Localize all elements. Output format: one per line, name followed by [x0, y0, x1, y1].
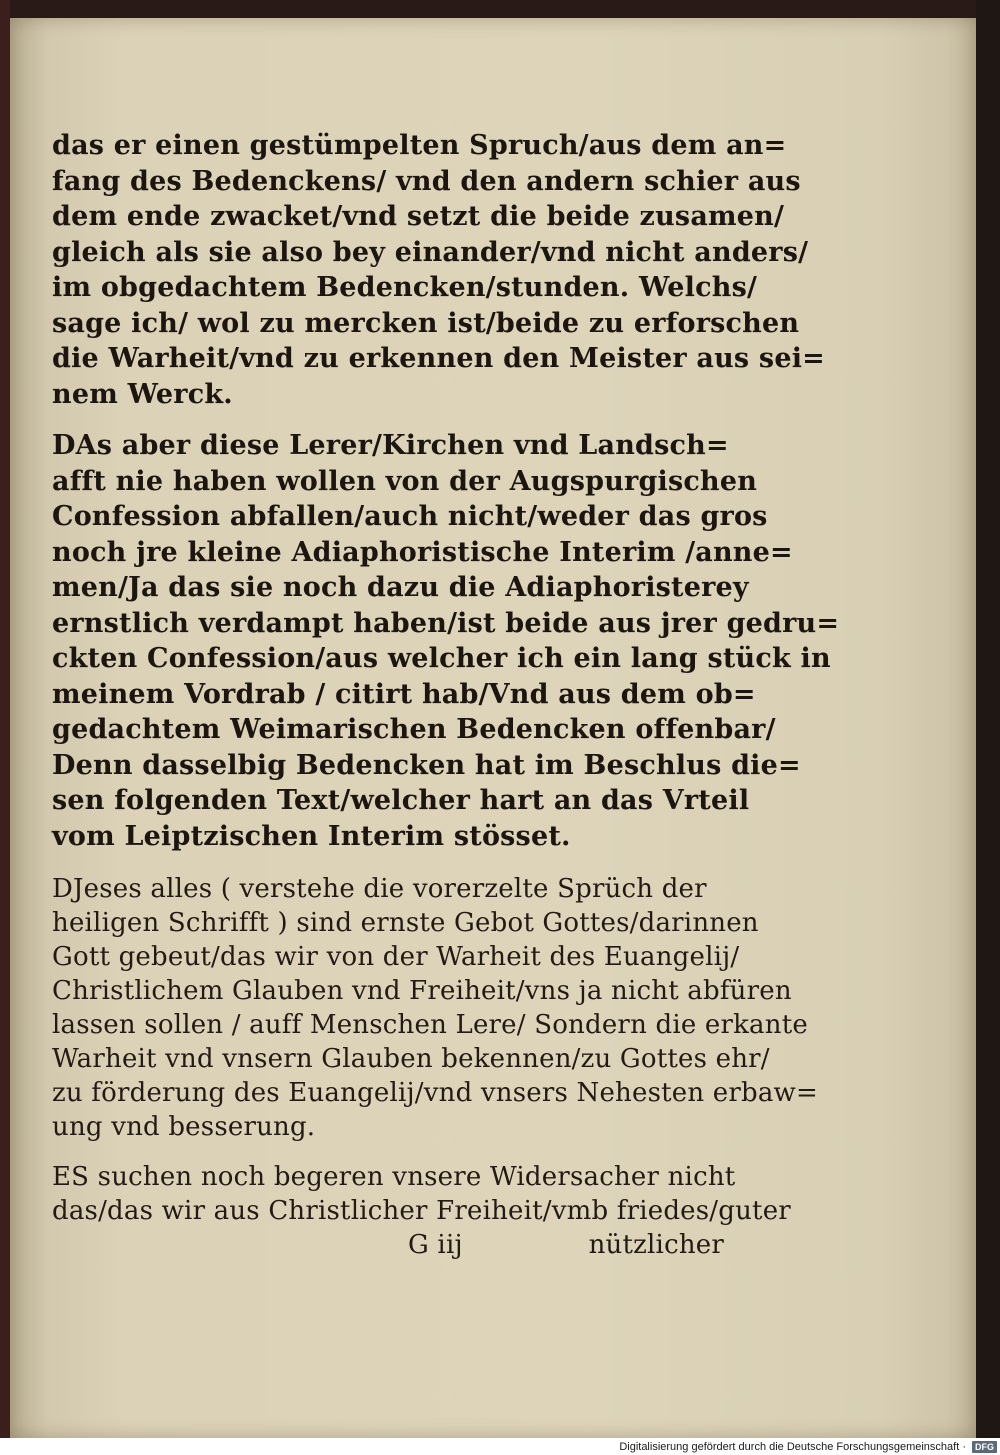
text-line: DJeses alles ( verstehe die vorerzelte Sprüch der — [52, 874, 707, 904]
page-foot-line — [52, 1228, 724, 1262]
text-line: sage ich/ wol zu mercken ist/beide zu erforschen — [52, 307, 800, 339]
text-line: fang des Bedenckens/ vnd den andern schier aus — [52, 165, 801, 197]
paragraph-spacer — [52, 1144, 732, 1160]
paragraph-1 — [52, 128, 825, 412]
text-line: sen folgenden Text/welcher hart an das Vrteil — [52, 785, 750, 816]
page-text — [52, 128, 840, 1262]
text-line: Christlichem Glauben vnd Freiheit/vns ja nicht abfüren — [52, 976, 792, 1006]
text-line: Gott gebeut/das wir von der Warheit des Euangelij/ — [52, 942, 740, 972]
paragraph-4-quotation — [52, 1160, 791, 1262]
text-line: die Warheit/vnd zu erkennen den Meister aus sei= — [52, 343, 825, 374]
text-line: noch jre kleine Adiaphoristische Interim /anne= — [52, 536, 793, 568]
text-line: men/Ja das sie noch dazu die Adiaphoristerey — [52, 572, 749, 603]
text-line: heiligen Schrifft ) sind ernste Gebot Gottes/darinnen — [52, 908, 759, 938]
text-line: gleich als sie also bey einander/vnd nicht anders/ — [52, 236, 809, 268]
funding-credit: Digitalisierung gefördert durch die Deutsche Forschungsgemeinschaft · — [619, 1440, 966, 1453]
paragraph-spacer — [52, 854, 732, 872]
text-line: ckten Confession/aus welcher ich ein lang stück in — [52, 643, 831, 674]
signature-mark: G iij — [408, 1230, 463, 1260]
text-line: ernstlich verdampt haben/ist beide aus jrer gedru= — [52, 607, 840, 639]
dfg-logo: DFG — [972, 1441, 997, 1453]
text-line: Warheit vnd vnsern Glauben bekennen/zu Gottes ehr/ — [52, 1044, 770, 1074]
text-line: das er einen gestümpelten Spruch/aus dem an= — [52, 130, 787, 161]
scan-top-edge — [0, 0, 1000, 18]
paragraph-3-quotation — [52, 872, 818, 1144]
text-line: gedachtem Weimarischen Bedencken offenbar/ — [52, 714, 776, 745]
text-line: vom Leiptzischen Interim stösset. — [52, 820, 571, 852]
text-line: im obgedachtem Bedencken/stunden. Welchs/ — [52, 272, 758, 303]
text-line: zu förderung des Euangelij/vnd vnsers Nehesten erbaw= — [52, 1078, 818, 1108]
text-line: DAs aber diese Lerer/Kirchen vnd Landsch= — [52, 430, 729, 461]
text-line: lassen sollen / auff Menschen Lere/ Sondern die erkante — [52, 1010, 808, 1040]
scan-right-edge — [976, 0, 1000, 1438]
text-line: Denn dasselbig Bedencken hat im Beschlus die= — [52, 749, 801, 781]
text-line: ES suchen noch begeren vnsere Widersacher nicht — [52, 1162, 736, 1192]
text-line: ung vnd besserung. — [52, 1112, 316, 1142]
text-line: das/das wir aus Christlicher Freiheit/vmb friedes/guter — [52, 1196, 791, 1226]
text-line: afft nie haben wollen von der Augspurgischen — [52, 465, 758, 497]
paragraph-spacer — [52, 412, 732, 428]
paragraph-2 — [52, 428, 840, 854]
digitization-footer — [0, 1438, 1000, 1455]
book-spine — [0, 0, 10, 1438]
text-line: meinem Vordrab / citirt hab/Vnd aus dem ob= — [52, 678, 756, 710]
text-line: nem Werck. — [52, 378, 233, 410]
catchword: nützlicher — [588, 1230, 724, 1260]
text-line: dem ende zwacket/vnd setzt die beide zusamen/ — [52, 201, 785, 232]
text-line: Confession abfallen/auch nicht/weder das gros — [52, 501, 768, 532]
